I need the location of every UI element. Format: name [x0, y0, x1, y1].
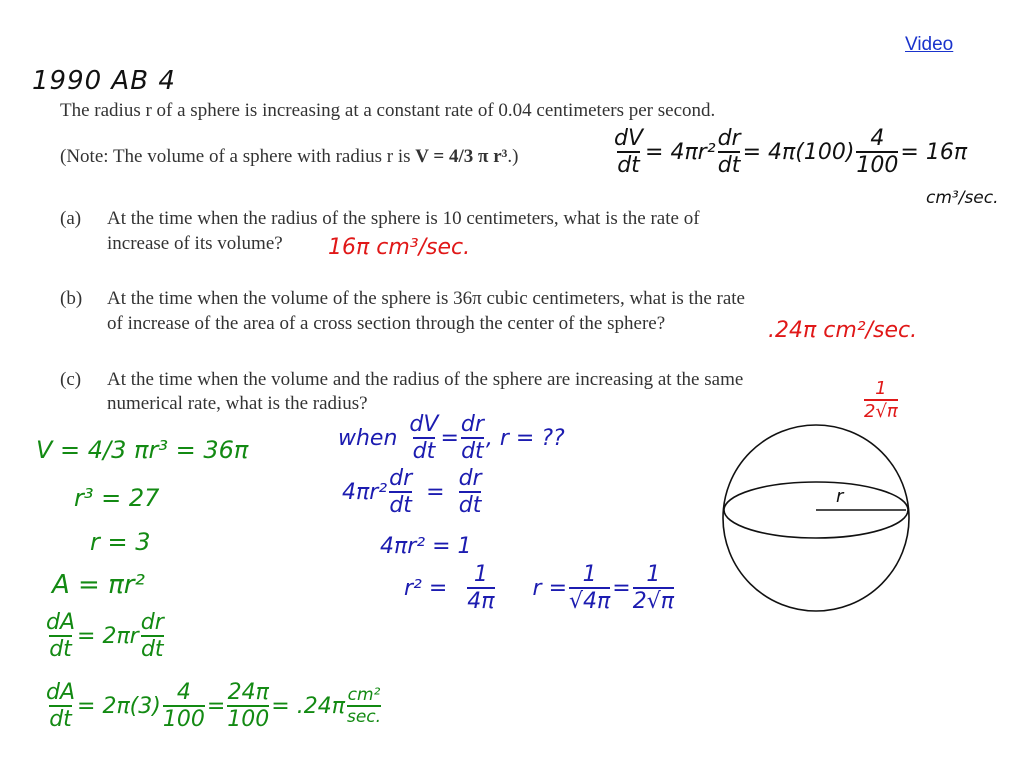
work-top-eq1: = 4πr² — [645, 139, 716, 165]
blue-dv-num: dV — [409, 412, 439, 437]
blue-dr-num: dr — [460, 412, 484, 437]
blue-dv-den: dt — [412, 439, 436, 464]
blue-line2-rhs-num: dr — [458, 466, 482, 491]
work-top-eq2: = 4π(100) — [742, 139, 855, 165]
green-line4: A = πr² — [52, 570, 145, 600]
blue-line4-r-den: √4π — [569, 589, 611, 614]
blue-line4-num: 1 — [473, 562, 488, 587]
green-line6-units-den: sec. — [346, 707, 382, 727]
blue-line2-rhs-den: dt — [458, 493, 482, 518]
work-top-lhs-num: dV — [614, 126, 644, 151]
green-line5 — [44, 610, 166, 662]
blue-line4-r-num: 1 — [582, 562, 597, 587]
blue-line2-lhs: 4πr² — [342, 479, 388, 505]
part-c-line1: At the time when the volume and the radius of the sphere are increasing at the same — [107, 369, 744, 390]
blue-line2-dr-den: dt — [389, 493, 412, 518]
note-suffix: .) — [507, 146, 519, 167]
sphere-radius-label: r — [836, 486, 844, 507]
part-a-line2: increase of its volume? — [107, 233, 283, 254]
green-line5-dr-den: dt — [140, 637, 164, 662]
blue-line3: 4πr² = 1 — [380, 534, 472, 559]
problem-statement: The radius r of a sphere is increasing at a constant rate of 0.04 centimeters per second. — [60, 100, 716, 121]
green-line6-frac2-den: 100 — [227, 707, 270, 732]
note-line — [60, 145, 518, 169]
green-line6-units-num: cm² — [347, 685, 381, 705]
video-link[interactable]: Video — [905, 34, 954, 55]
green-line6 — [44, 680, 383, 732]
blue-line4-eq: = — [612, 575, 631, 601]
blue-line2-eq: = — [426, 479, 445, 505]
blue-line4-lhs: r² = — [404, 575, 448, 601]
part-a-label: (a) — [60, 208, 82, 229]
part-c-answer-num: 1 — [875, 378, 887, 399]
work-top-dr-num: dr — [717, 126, 741, 151]
part-a-line1: At the time when the radius of the sphere is 10 centimeters, what is the rate of — [107, 208, 700, 229]
work-top-units: cm³/sec. — [926, 188, 999, 208]
green-line6-frac-den: 100 — [162, 707, 205, 732]
green-line1: V = 4/3 πr³ = 36π — [36, 436, 249, 464]
green-line2: r³ = 27 — [74, 484, 160, 512]
work-top — [612, 126, 967, 178]
blue-when: when — [338, 425, 398, 451]
blue-dr-den: dt — [461, 439, 484, 464]
green-line3: r = 3 — [90, 528, 151, 556]
blue-line1 — [338, 412, 565, 464]
part-c-answer — [862, 378, 900, 422]
note-formula: V = 4/3 π r³ — [415, 146, 508, 167]
blue-eq: = — [440, 425, 459, 451]
green-line6-frac-num: 4 — [176, 680, 191, 705]
blue-line4-den: 4π — [467, 589, 495, 614]
part-b-line1: At the time when the volume of the sphere is 36π cubic centimeters, what is the rate — [107, 288, 745, 309]
blue-line2 — [342, 466, 484, 518]
part-b-label: (b) — [60, 288, 83, 309]
green-line5-lhs-num: dA — [46, 610, 76, 635]
green-line6-mid: = 2π(3) — [77, 693, 161, 719]
problem-id: 1990 AB 4 — [32, 66, 176, 96]
part-b-line2: of increase of the area of a cross section through the center of the sphere? — [107, 313, 666, 334]
part-c-line2: numerical rate, what is the radius? — [107, 393, 368, 414]
green-line5-dr-num: dr — [140, 610, 164, 635]
green-line6-lhs-den: dt — [49, 707, 72, 732]
part-b-answer: .24π cm²/sec. — [768, 318, 918, 343]
blue-line2-dr-num: dr — [389, 466, 413, 491]
green-line6-result: = .24π — [271, 693, 345, 719]
sphere-diagram — [716, 418, 916, 618]
part-c-label: (c) — [60, 369, 82, 390]
blue-line4-final-num: 1 — [646, 562, 661, 587]
green-line6-lhs-num: dA — [46, 680, 76, 705]
blue-line4-r: r = — [532, 575, 568, 601]
sphere-outline — [723, 425, 909, 611]
work-top-lhs-den: dt — [617, 153, 640, 178]
blue-line4 — [404, 562, 676, 614]
work-top-paren-den: 100 — [856, 153, 899, 178]
work-top-dr-den: dt — [717, 153, 741, 178]
green-line5-rhs: = 2πr — [77, 623, 139, 649]
note-prefix: (Note: The volume of a sphere with radius r is — [60, 146, 416, 167]
part-a-answer: 16π cm³/sec. — [328, 235, 471, 260]
green-line6-frac2-num: 24π — [227, 680, 269, 705]
green-line5-lhs-den: dt — [49, 637, 72, 662]
green-line6-eq: = — [206, 693, 226, 719]
blue-line4-final-den: 2√π — [632, 589, 674, 614]
work-top-paren-num: 4 — [870, 126, 885, 151]
work-top-result: = 16π — [900, 139, 968, 165]
part-c-answer-den: 2√π — [864, 401, 898, 422]
blue-r-question: , r = ?? — [485, 425, 565, 451]
